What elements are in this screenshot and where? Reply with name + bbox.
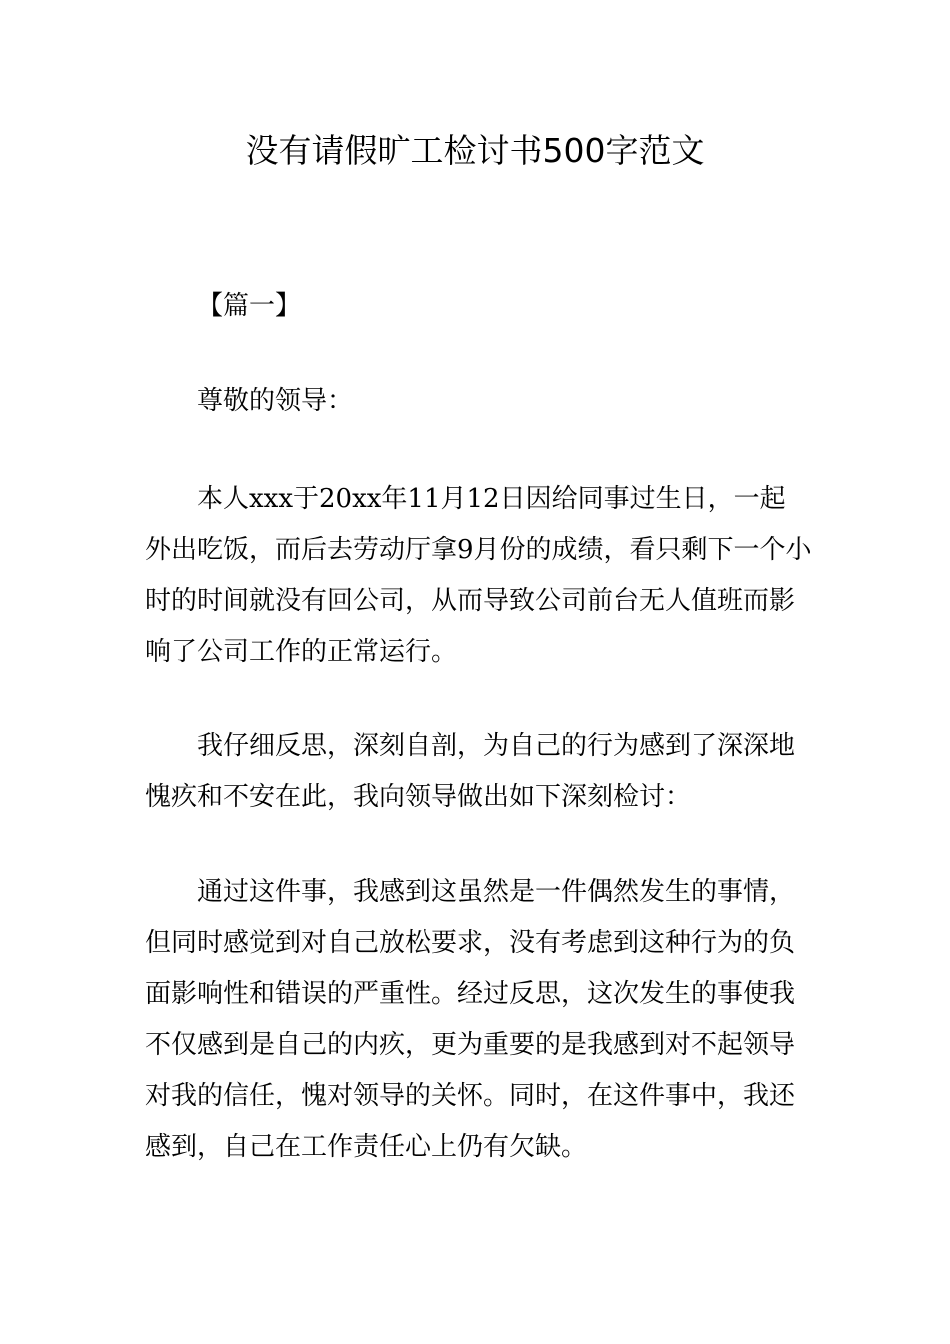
paragraph-line: 我仔细反思，深刻自剖，为自己的行为感到了深深地 [197,731,796,761]
paragraph-3 [145,867,810,1173]
section-heading: 【篇一】 [197,291,302,321]
paragraph-line: 面影响性和错误的严重性。经过反思，这次发生的事使我 [145,979,796,1009]
paragraph-line: 但同时感觉到对自己放松要求，没有考虑到这种行为的负 [145,928,796,958]
paragraph-line: 通过这件事，我感到这虽然是一件偶然发生的事情， [197,877,796,907]
paragraph-line: 本人xxx于20xx年11月12日因给同事过生日，一起 [197,484,786,514]
paragraph-line: 对我的信任，愧对领导的关怀。同时，在这件事中，我还 [145,1081,796,1111]
paragraph-line: 感到，自己在工作责任心上仍有欠缺。 [145,1132,588,1162]
document-title: 没有请假旷工检讨书500字范文 [245,131,705,170]
paragraph-line: 外出吃饭，而后去劳动厅拿9月份的成绩，看只剩下一个小 [145,535,812,565]
paragraph-line: 时的时间就没有回公司，从而导致公司前台无人值班而影 [145,586,796,616]
paragraph-2 [145,721,810,823]
salutation: 尊敬的领导： [197,386,354,416]
paragraph-1 [145,474,810,678]
paragraph-line: 响了公司工作的正常运行。 [145,637,458,667]
paragraph-line: 愧疚和不安在此，我向领导做出如下深刻检讨： [145,782,692,812]
paragraph-line: 不仅感到是自己的内疚，更为重要的是我感到对不起领导 [145,1030,796,1060]
